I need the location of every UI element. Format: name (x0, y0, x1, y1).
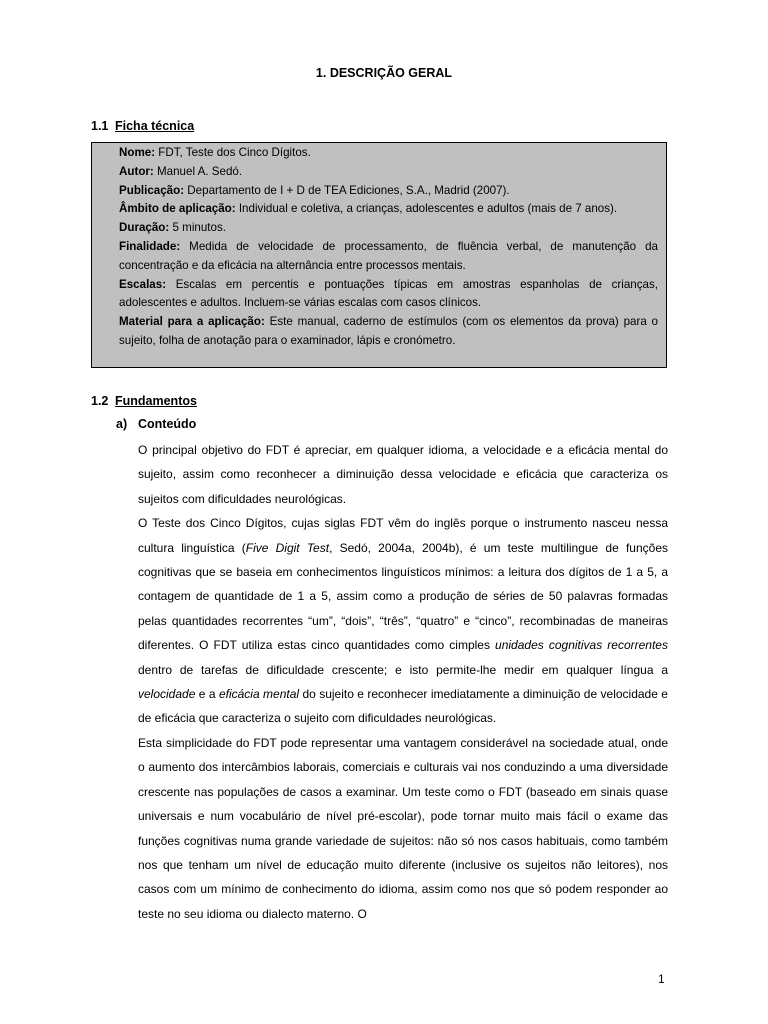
tech-sheet-label: Publicação: (119, 183, 185, 197)
section-label: Fundamentos (115, 394, 197, 408)
tech-sheet-value: Escalas em percentis e pontuações típicas em amostras espanholas de crianças, adolescentes e adultos. Incluem-se várias escalas com casos clínicos. (119, 277, 658, 310)
tech-sheet-row-nome (119, 144, 658, 163)
subsection-heading-conteudo (116, 417, 196, 431)
body-text (138, 438, 668, 926)
section-heading-ficha-tecnica (91, 119, 194, 133)
text-run: e a (195, 687, 219, 702)
paragraph: O principal objetivo do FDT é apreciar, em qualquer idioma, a velocidade e a eficácia mental do sujeito, assim como reconhecer a diminuição dessa velocidade e eficácia que caracteriza os sujeitos com dificuldades neurológicas. (138, 443, 668, 506)
italic-text-run: eficácia mental (218, 687, 300, 702)
section-label: Ficha técnica (115, 119, 195, 133)
italic-text-run: Five Digit Test (245, 540, 330, 555)
tech-sheet-row-autor (119, 163, 658, 182)
tech-sheet-row-duracao (119, 219, 658, 238)
subsection-letter: a) (116, 417, 128, 431)
section-heading-fundamentos (91, 394, 197, 408)
tech-sheet-row-finalidade (119, 238, 658, 276)
tech-sheet-value: 5 minutos. (169, 221, 226, 235)
tech-sheet-value: Manuel A. Sedó. (153, 164, 243, 178)
tech-sheet-label: Escalas: (119, 277, 167, 291)
tech-sheet-box (91, 142, 667, 368)
tech-sheet-row-material (119, 313, 658, 351)
text-run: , Sedó, 2004a, 2004b), é um teste multilingue de funções cognitivas que se baseia em conhecimentos linguísticos mínimos: a leitura dos dígitos de 1 a 5, a contagem de quantidade de 1 a 5, assim como a produção de séries de 50 palavras formadas pelas quantidades recorrentes “um”, “dois”, “três”, “quatro” e “cinco”, recombinadas de maneiras diferentes. O FDT utiliza estas cinco quantidades como cimples (138, 540, 668, 653)
text-run: do sujeito e reconhecer imediatamente a diminuição de velocidade e de eficácia que caracteriza o sujeito com dificuldades neurológicas. (138, 687, 668, 726)
italic-text-run: unidades cognitivas recorrentes (495, 638, 668, 653)
subsection-label: Conteúdo (138, 417, 197, 431)
section-number: 1.1 (91, 119, 109, 133)
tech-sheet-value: Departamento de I + D de TEA Ediciones, S.A., Madrid (2007). (184, 183, 510, 197)
tech-sheet-row-escalas (119, 276, 658, 314)
tech-sheet-label: Material para a aplicação: (119, 315, 265, 329)
tech-sheet-row-ambito (119, 200, 658, 219)
text-run: dentro de tarefas de dificuldade crescente; e isto permite-lhe medir em qualquer língua a (138, 662, 668, 677)
tech-sheet-value: Medida de velocidade de processamento, de fluência verbal, de manutenção da concentração e da eficácia na alternância entre processos mentais. (119, 239, 658, 272)
tech-sheet-label: Autor: (119, 164, 154, 178)
section-number: 1.2 (91, 394, 109, 408)
tech-sheet-label: Âmbito de aplicação: (119, 202, 236, 216)
tech-sheet-label: Finalidade: (119, 239, 181, 253)
tech-sheet-value: FDT, Teste dos Cinco Dígitos. (155, 146, 311, 159)
tech-sheet-label: Nome: (119, 146, 156, 159)
page-number: 1 (658, 972, 665, 986)
paragraph: Esta simplicidade do FDT pode representar uma vantagem considerável na sociedade atual, onde o aumento dos intercâmbios laborais, comerciais e culturais vai nos conduzindo a uma diversidade crescente nas populações de casos a examinar. Um teste como o FDT (baseado em sinais quase universais e num vocabulário de nível pré-escolar), pode tornar muito mais fácil o exame das funções cognitivas numa grande variedade de sujeitos: não só nos casos habituais, como também nos que tenham um nível de educação muito diferente (inclusive os sujeitos não leitores), nos casos com um mínimo de conhecimento do idioma, assim como nos que só podem responder ao teste no seu idioma ou dialecto materno. O (138, 735, 668, 921)
italic-text-run: velocidade (138, 687, 196, 702)
document-title: 1. DESCRIÇÃO GERAL (315, 66, 453, 80)
tech-sheet-value: Este manual, caderno de estímulos (com os elementos da prova) para o sujeito, folha de anotação para o examinador, lápis e cronómetro. (119, 315, 659, 347)
text-run: O Teste dos Cinco Dígitos, cujas siglas FDT vêm do inglês porque o instrumento nasceu nessa cultura linguística ( (138, 516, 668, 555)
tech-sheet-label: Duração: (119, 221, 170, 235)
tech-sheet-row-publicacao (119, 182, 658, 201)
paragraph (138, 511, 668, 731)
tech-sheet-value: Individual e coletiva, a crianças, adolescentes e adultos (mais de 7 anos). (235, 202, 618, 216)
